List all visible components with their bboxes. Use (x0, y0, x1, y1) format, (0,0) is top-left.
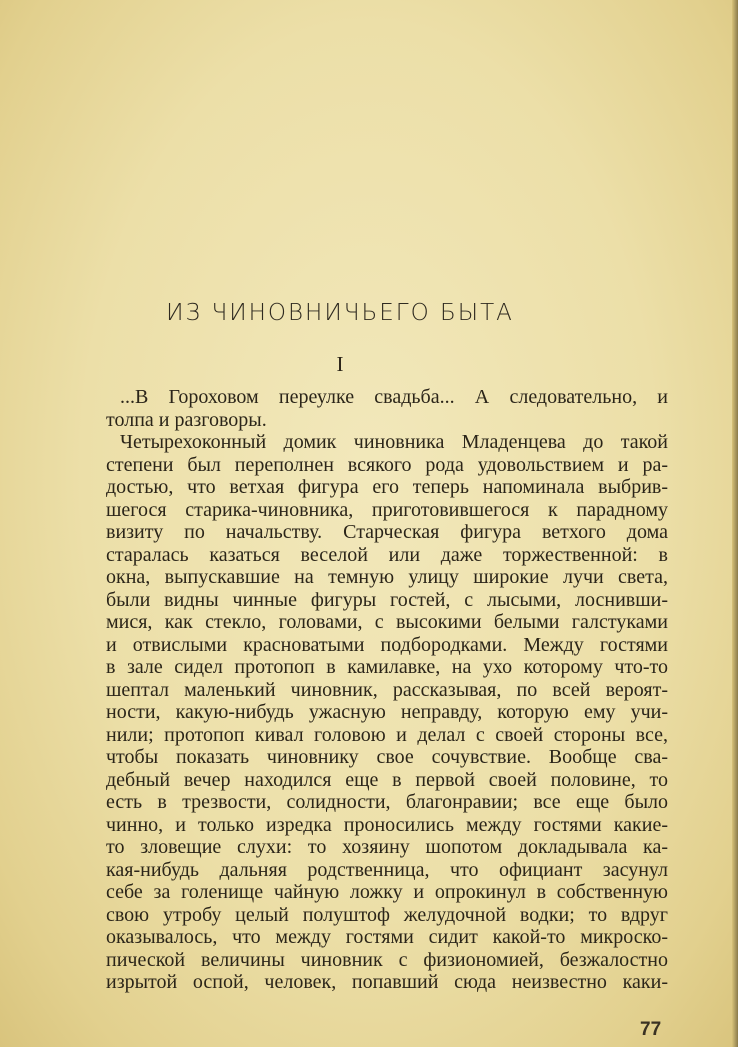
text-line: изрытой оспой, человек, попавший сюда неизвестно каки- (106, 971, 668, 993)
text-line: были видны чинные фигуры гостей, с лысыми, лоснивши- (106, 588, 668, 611)
text-line: визиту по начальству. Старческая фигура ветхого дома (106, 521, 668, 543)
text-line: достью, что ветхая фигура его теперь напоминала выбрив- (106, 476, 668, 498)
text-line: свою утробу целый полуштоф желудочной водки; то вдруг (106, 903, 668, 926)
text-line: мися, как стекло, головами, с высокими белыми галстуками (106, 611, 668, 633)
text-line: ности, какую-нибудь ужасную неправду, которую ему учи- (106, 701, 668, 723)
text-line: себе за голенище чайную ложку и опрокинул в собственную (106, 881, 668, 903)
text-line: толпа и разговоры. (106, 408, 267, 431)
text-line: Четырехоконный домик чиновника Младенцева до такой (120, 431, 668, 453)
text-line: в зале сидел протопоп в камилавке, на ухо которому что-то (106, 656, 668, 678)
text-line: кая-нибудь дальняя родственница, что официант засунул (106, 858, 668, 881)
text-line: и отвислыми красноватыми подбородками. Между гостями (106, 633, 668, 656)
text-line: дебный вечер находился еще в первой своей половине, то (106, 768, 668, 791)
text-line: окна, выпускавшие на темную улицу широкие лучи света, (106, 566, 668, 588)
text-line: шептал маленький чиновник, рассказывая, по всей вероят- (106, 678, 668, 701)
text-line: степени был переполнен всякого рода удовольствием и ра- (106, 453, 668, 476)
text-line: старалась казаться веселой или даже торжественной: в (106, 543, 668, 566)
text-line: то зловещие слухи: то хозяину шопотом докладывала ка- (106, 836, 668, 858)
text-line: пической величины чиновник с физиономией, безжалостно (106, 948, 668, 971)
text-line: ...В Гороховом переулке свадьба... А следовательно, и (120, 386, 668, 408)
text-line: чтобы показать чиновнику свое сочувствие. Вообще сва- (106, 746, 668, 768)
text-line: оказывалось, что между гостями сидит какой-то микроско- (106, 926, 668, 948)
text-line: нили; протопоп кивал головою и делал с своей стороны все, (106, 723, 668, 746)
text-line: есть в трезвости, солидности, благонравии; все еще было (106, 791, 668, 813)
section-number: I (336, 352, 344, 376)
text-line: шегося старика-чиновника, приготовившегося к парадному (106, 498, 668, 521)
chapter-title: ИЗ ЧИНОВНИЧЬЕГО БЫТА (166, 300, 514, 326)
text-line: чинно, и только изредка проносились между гостями какие- (106, 813, 668, 836)
page-edge (732, 0, 738, 1047)
page-number: 77 (640, 1019, 662, 1040)
